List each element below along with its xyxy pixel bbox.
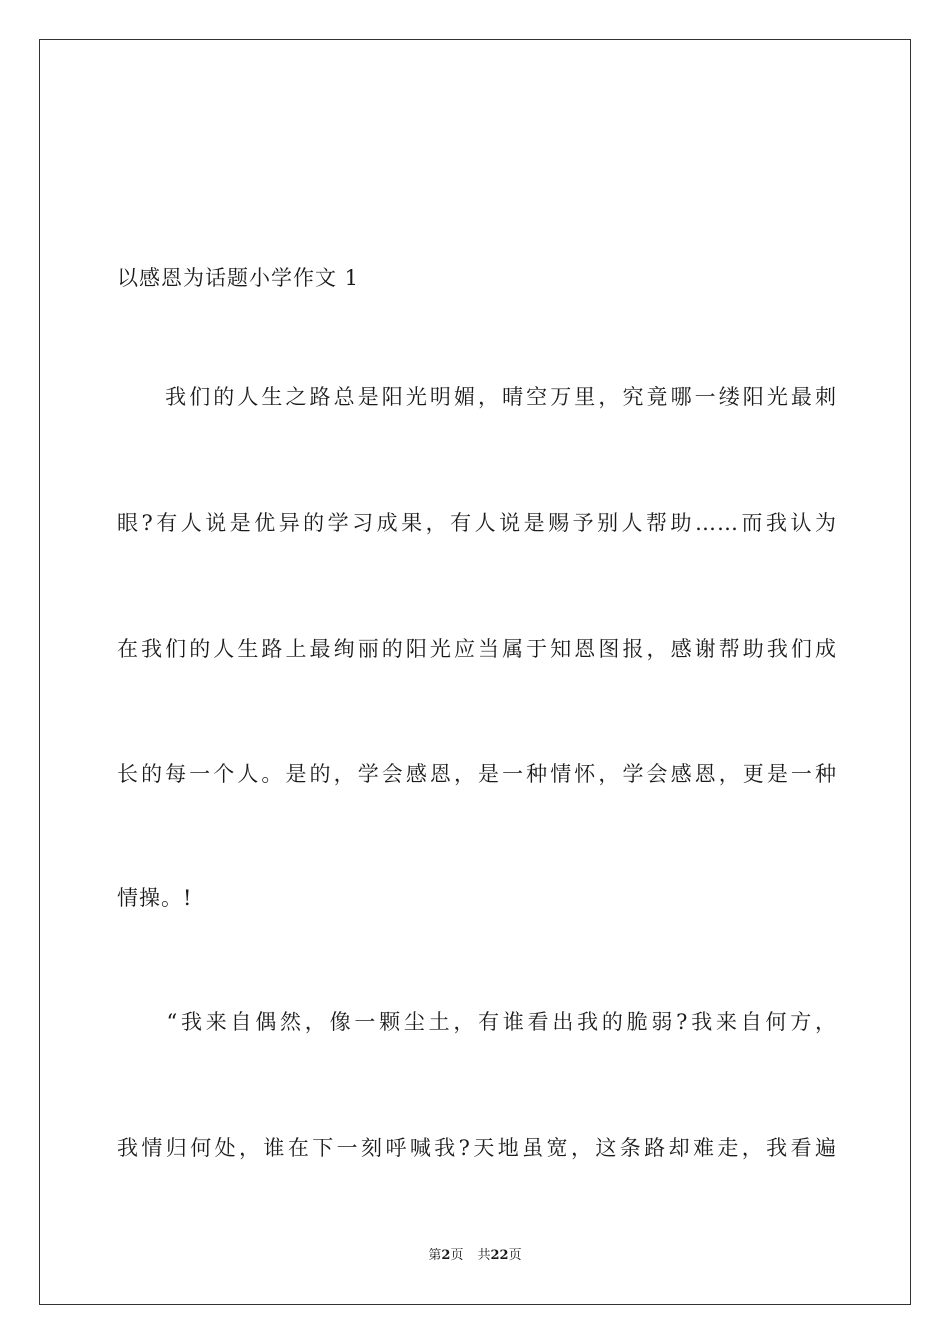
page-border [39, 39, 911, 1305]
page-number: 2 [441, 1248, 451, 1263]
page-prefix: 第 [428, 1248, 442, 1263]
total-suffix: 页 [508, 1248, 522, 1263]
paragraph-line-7: 我情归何处，谁在下一刻呼喊我?天地虽宽，这条路却难走，我看遍 [117, 1136, 837, 1160]
page-suffix: 页 [450, 1248, 464, 1263]
paragraph-line-5: 情操。! [117, 886, 193, 910]
paragraph-line-6: “我来自偶然，像一颗尘土，有谁看出我的脆弱?我来自何方， [117, 1010, 837, 1034]
total-pages: 22 [490, 1248, 509, 1263]
page-footer [0, 1247, 950, 1265]
paragraph-line-3: 在我们的人生路上最绚丽的阳光应当属于知恩图报，感谢帮助我们成 [117, 637, 837, 661]
total-prefix: 共 [477, 1248, 491, 1263]
paragraph-line-1: 我们的人生之路总是阳光明媚，晴空万里，究竟哪一缕阳光最刺 [117, 385, 837, 409]
paragraph-line-4: 长的每一个人。是的，学会感恩，是一种情怀，学会感恩，更是一种 [117, 762, 837, 786]
paragraph-line-2: 眼?有人说是优异的学习成果，有人说是赐予别人帮助……而我认为 [117, 511, 837, 535]
document-title: 以感恩为话题小学作文 1 [117, 266, 360, 290]
